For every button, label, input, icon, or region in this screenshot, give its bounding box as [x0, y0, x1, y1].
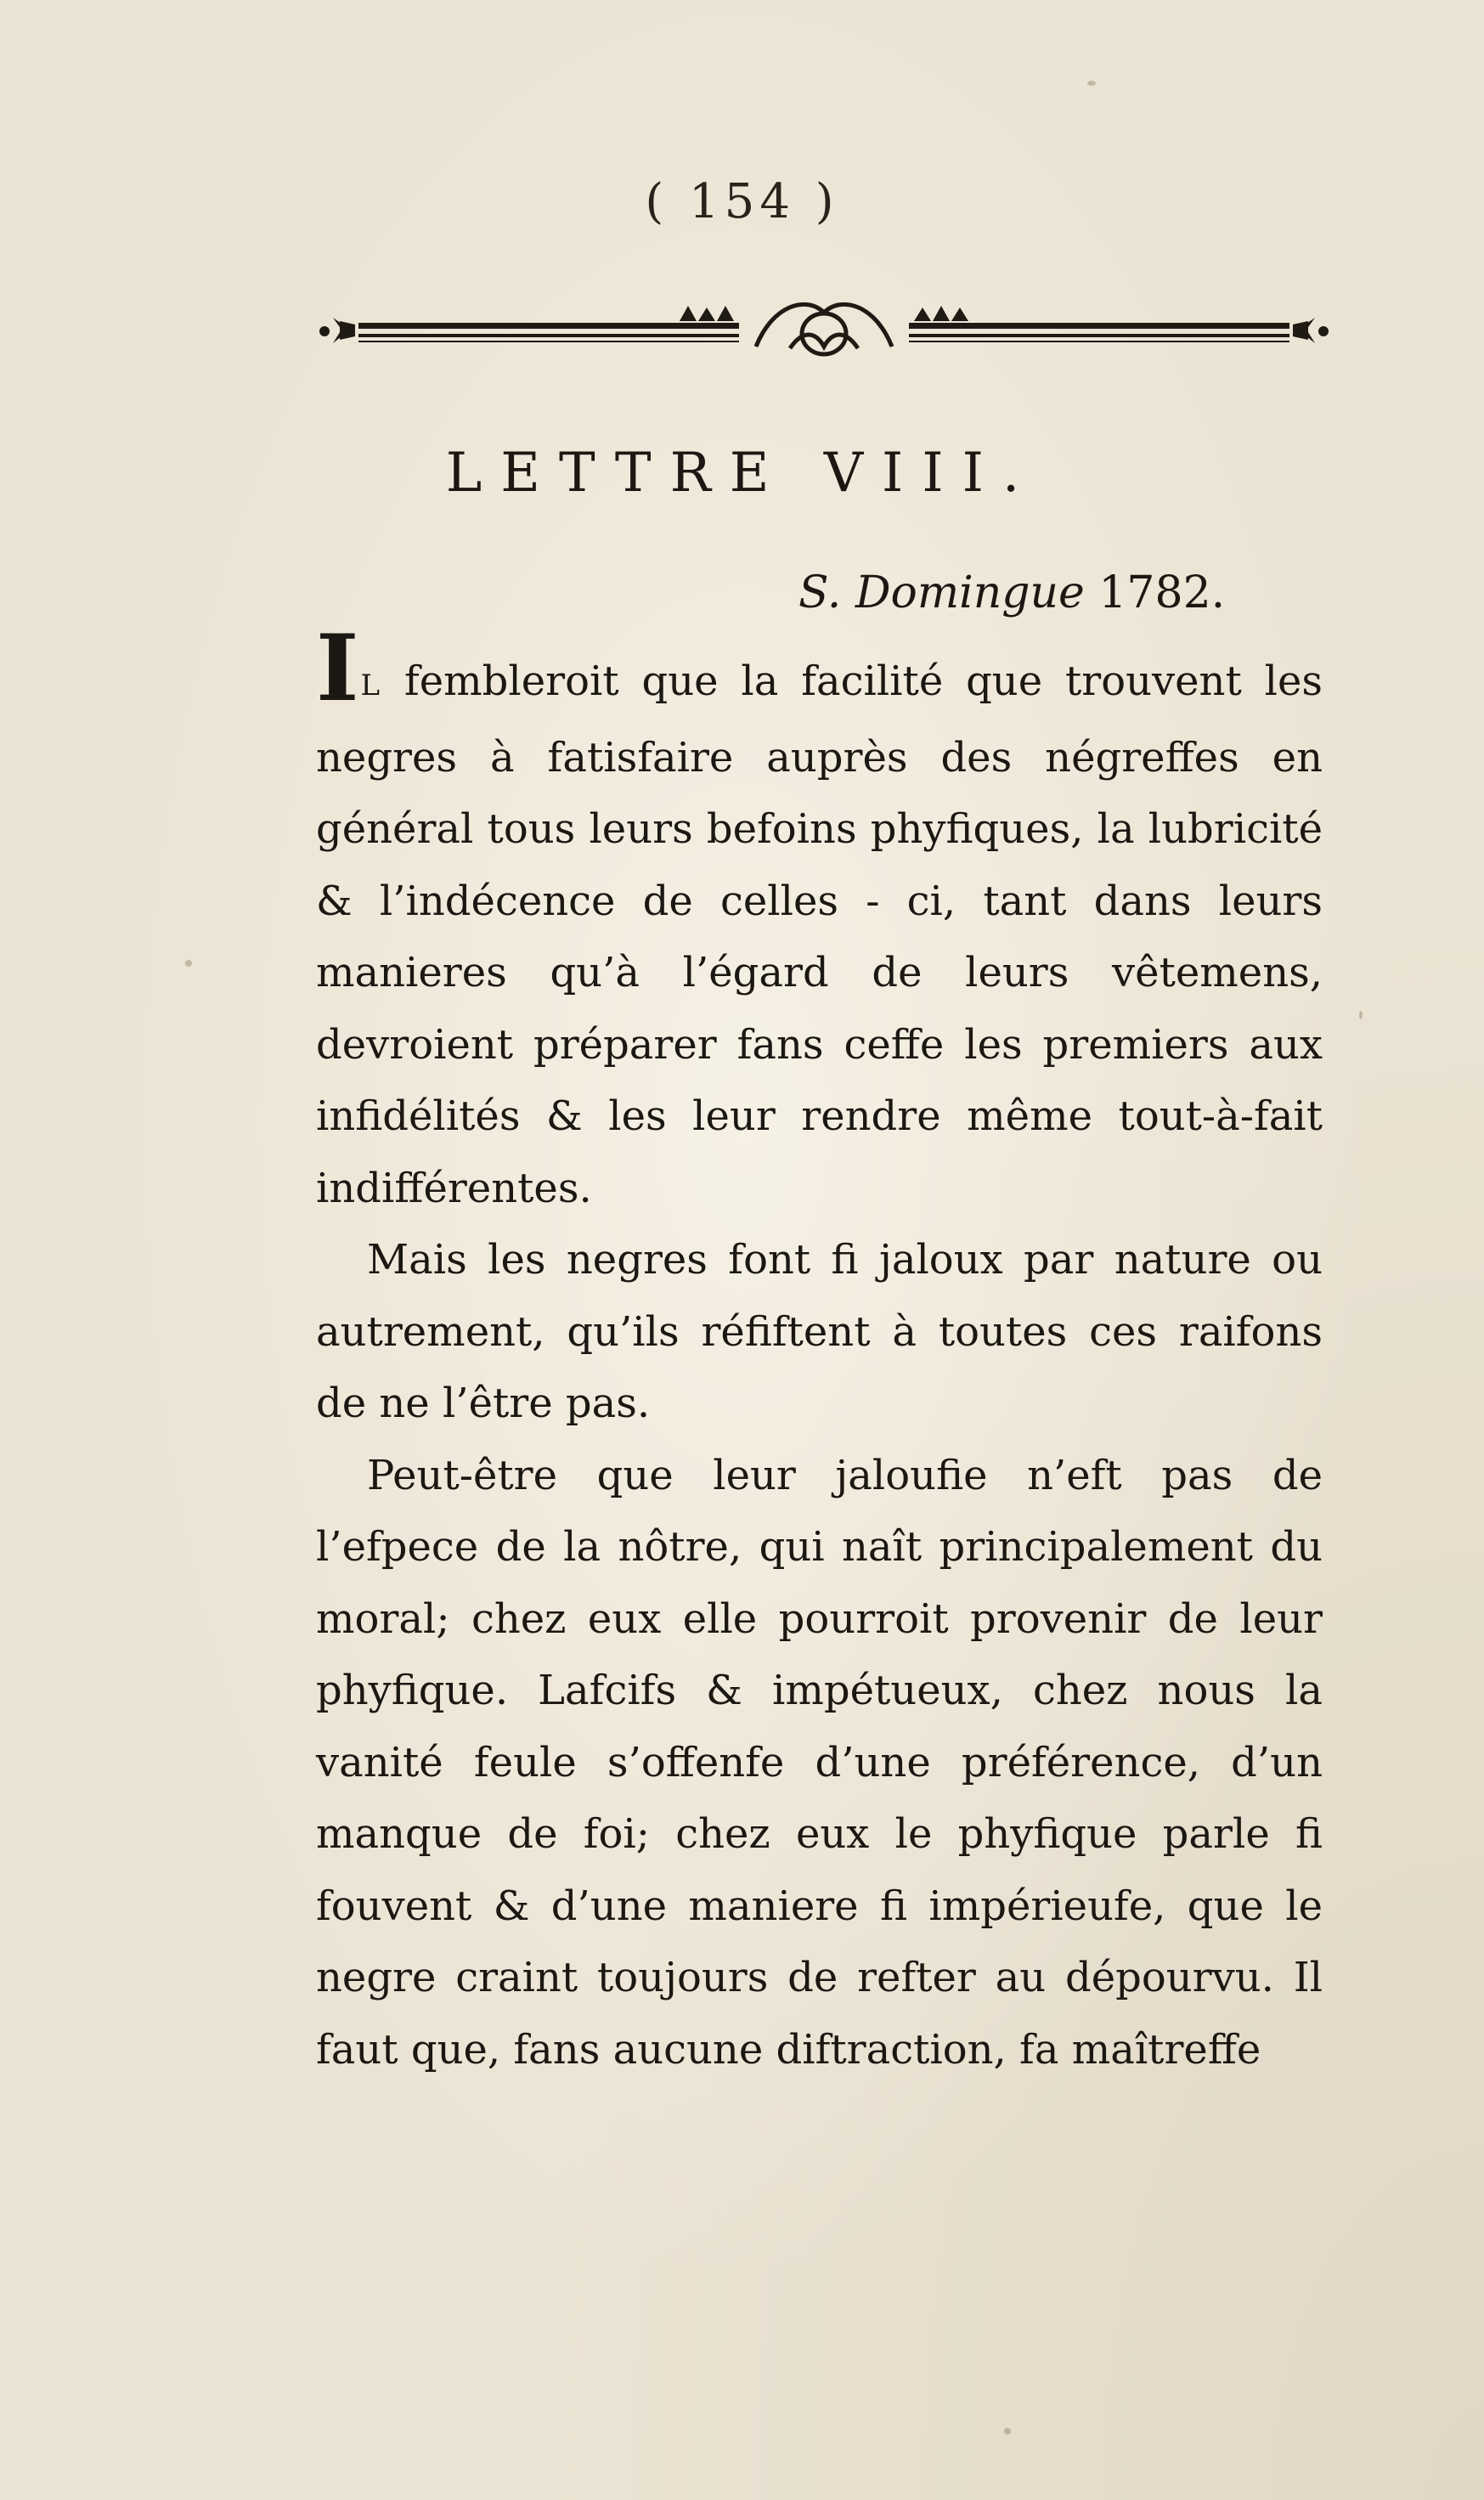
- paper-speck: [185, 960, 192, 967]
- letter-title: LETTRE VIII.: [445, 442, 1039, 505]
- paper-speck: [1004, 2428, 1011, 2435]
- paper-speck: [1087, 81, 1096, 86]
- paragraph: Peut-être que leur jaloufie n’eft pas de l’efpece de la nôtre, qui naît principalement du moral; chez eux elle pourroit provenir de leur phyfique. Lafcifs & impétueux, chez nous la vanité feule s’offenfe d’une préférence, d’un manque de foi; chez eux le phyfique parle fi fouvent & d’une maniere fi impérieufe, que le negre craint toujours de refter au dépourvu. Il faut que, fans aucune diftraction, fa maîtreffe: [316, 1451, 1323, 2074]
- paragraph-text: fembleroit que la facilité que trouvent les negres à fatisfaire auprès des négreffes en général tous leurs befoins phyfiques, la lubricité & l’indécence de celles - ci, tant dans leurs manieres qu’à l’égard de leurs vêtemens, devroient préparer fans ceffe les premiers aux infidélités & les leur rendre même tout-à-fait indifférentes.: [316, 657, 1323, 1212]
- decorative-rule-ornament-icon: [314, 287, 1334, 364]
- paragraph: [316, 615, 1323, 1224]
- dateline-year: 1782.: [1098, 567, 1226, 618]
- small-caps-letter: L: [360, 669, 382, 703]
- dateline: [798, 567, 1225, 618]
- letter-body: [316, 615, 1323, 2085]
- page-number: ( 154 ): [645, 174, 839, 229]
- dateline-place: S. Domingue: [798, 567, 1085, 618]
- paragraph: Mais les negres font fi jaloux par nature ou autrement, qu’ils réfiftent à toutes ces raifons de ne l’être pas.: [316, 1236, 1323, 1427]
- drop-cap: I: [316, 615, 359, 722]
- paper-speck: [1359, 1011, 1363, 1019]
